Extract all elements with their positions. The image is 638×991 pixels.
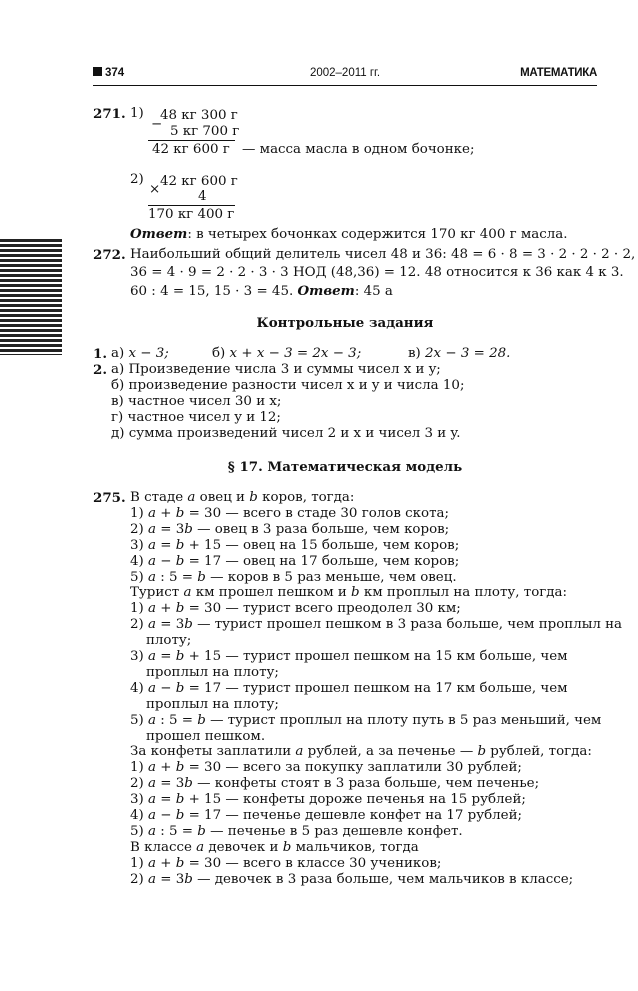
problem-275-line: 3) a = b + 15 — турист прошел пешком на 15 км больше, чем — [130, 649, 568, 664]
section-17-heading: § 17. Математическая модель — [227, 459, 463, 475]
task-2c: в) частное чисел 30 и x; — [111, 394, 282, 409]
running-header — [93, 67, 597, 83]
subtraction-line — [148, 140, 235, 141]
problem-275-line: За конфеты заплатили a рублей, а за печенье — b рублей, тогда: — [130, 744, 592, 760]
problem-271-number: 271. — [93, 106, 126, 122]
problem-275-number: 275. — [93, 490, 126, 506]
problem-275-line: прошел пешком. — [146, 728, 266, 744]
step-1-subtrahend: 5 кг 700 г — [170, 124, 240, 139]
answer-label: Ответ — [297, 283, 355, 299]
thumb-index-bar — [0, 239, 62, 355]
problem-275-line: плоту; — [146, 633, 192, 649]
problem-275-line: 5) a : 5 = b — турист проплыл на плоту путь в 5 раз меньший, чем — [130, 712, 602, 728]
header-section: МАТЕМАТИКА — [520, 67, 597, 79]
header-rule — [93, 85, 597, 86]
problem-275-line: 2) a = 3b — девочек в 3 раза больше, чем мальчиков в классе; — [130, 871, 574, 887]
times-sign: × — [149, 182, 161, 197]
problem-275-line: 2) a = 3b — конфеты стоят в 3 раза больше, чем печенье; — [130, 776, 540, 792]
problem-275-line: Турист a км прошел пешком и b км проплыл на плоту, тогда: — [130, 585, 568, 601]
step-2-result: 170 кг 400 г — [148, 207, 235, 222]
task-2d: г) частное чисел y и 12; — [111, 410, 281, 425]
task-2-number: 2. — [93, 362, 107, 378]
problem-275-line: 5) a : 5 = b — печенье в 5 раз дешевле конфет. — [130, 823, 463, 839]
problem-275-line: В стаде a овец и b коров, тогда: — [130, 490, 355, 505]
answer-text: : в четырех бочонках содержится 170 кг 400 г масла. — [187, 227, 568, 242]
answer-271 — [130, 226, 568, 243]
task-2e: д) сумма произведений чисел 2 и x и чисел 3 и y. — [111, 426, 461, 441]
problem-275-line: 1) a + b = 30 — турист всего преодолел 30 км; — [130, 601, 461, 617]
multiplication-line — [148, 205, 235, 206]
task-1a: а) x − 3; — [111, 346, 169, 361]
problem-275-line: 1) a + b = 30 — всего в классе 30 учеников; — [130, 855, 442, 871]
problem-275-line: 1) a + b = 30 — всего за покупку заплатили 30 рублей; — [130, 760, 522, 776]
problem-275-line: проплыл на плоту; — [146, 696, 279, 712]
control-tasks-heading: Контрольные задания — [256, 315, 434, 331]
problem-275-line: 3) a = b + 15 — овец на 15 больше, чем коров; — [130, 537, 460, 553]
problem-275-line: 4) a − b = 17 — овец на 17 больше, чем коров; — [130, 553, 460, 569]
step-1-note: — масса масла в одном бочонке; — [242, 142, 475, 157]
problem-275-line: 4) a − b = 17 — турист прошел пешком на 17 км больше, чем — [130, 680, 568, 696]
task-2a: а) Произведение числа 3 и суммы чисел x и y; — [111, 362, 441, 377]
minus-sign: − — [151, 117, 163, 132]
step-2-multiplicand: 42 кг 600 г — [160, 174, 238, 189]
problem-272-number: 272. — [93, 247, 126, 263]
task-2b: б) произведение разности чисел x и y и числа 10; — [111, 378, 465, 393]
problem-275-line: 2) a = 3b — овец в 3 раза больше, чем коров; — [130, 521, 450, 537]
page-number: 374 — [93, 67, 124, 79]
step-1-result: 42 кг 600 г — [152, 142, 230, 157]
problem-275-line: 5) a : 5 = b — коров в 5 раз меньше, чем овец. — [130, 569, 457, 585]
step-2-label: 2) — [130, 172, 144, 187]
problem-275-line: проплыл на плоту; — [146, 664, 279, 680]
step-2-multiplier: 4 — [198, 189, 207, 204]
step-1-minuend: 48 кг 300 г — [160, 108, 238, 123]
step-1-label: 1) — [130, 106, 144, 121]
answer-label: Ответ — [130, 226, 188, 242]
problem-272-line-2: 36 = 4 · 9 = 2 · 2 · 3 · 3 НОД (48,36) = 12. 48 относится к 36 как 4 к 3. — [130, 265, 624, 280]
header-years: 2002–2011 гг. — [309, 67, 381, 79]
problem-275-line: 4) a − b = 17 — печенье дешевле конфет на 17 рублей; — [130, 808, 523, 823]
problem-275-line: 1) a + b = 30 — всего в стаде 30 голов скота; — [130, 505, 449, 521]
problem-275-line: 3) a = b + 15 — конфеты дороже печенья на 15 рублей; — [130, 792, 526, 808]
task-1c: в) 2x − 3 = 28. — [408, 346, 511, 361]
problem-275-line: В классе a девочек и b мальчиков, тогда — [130, 839, 419, 855]
task-1b: б) x + x − 3 = 2x − 3; — [212, 346, 362, 361]
problem-272-line-1: Наибольший общий делитель чисел 48 и 36: 48 = 6 · 8 = 3 · 2 · 2 · 2 · 2, — [130, 247, 636, 262]
problem-272-line-3: 60 : 4 = 15, 15 · 3 = 45. Ответ: 45 а — [130, 283, 393, 299]
task-1-number: 1. — [93, 346, 107, 362]
problem-275-line: 2) a = 3b — турист прошел пешком в 3 раза больше, чем проплыл на — [130, 617, 623, 633]
